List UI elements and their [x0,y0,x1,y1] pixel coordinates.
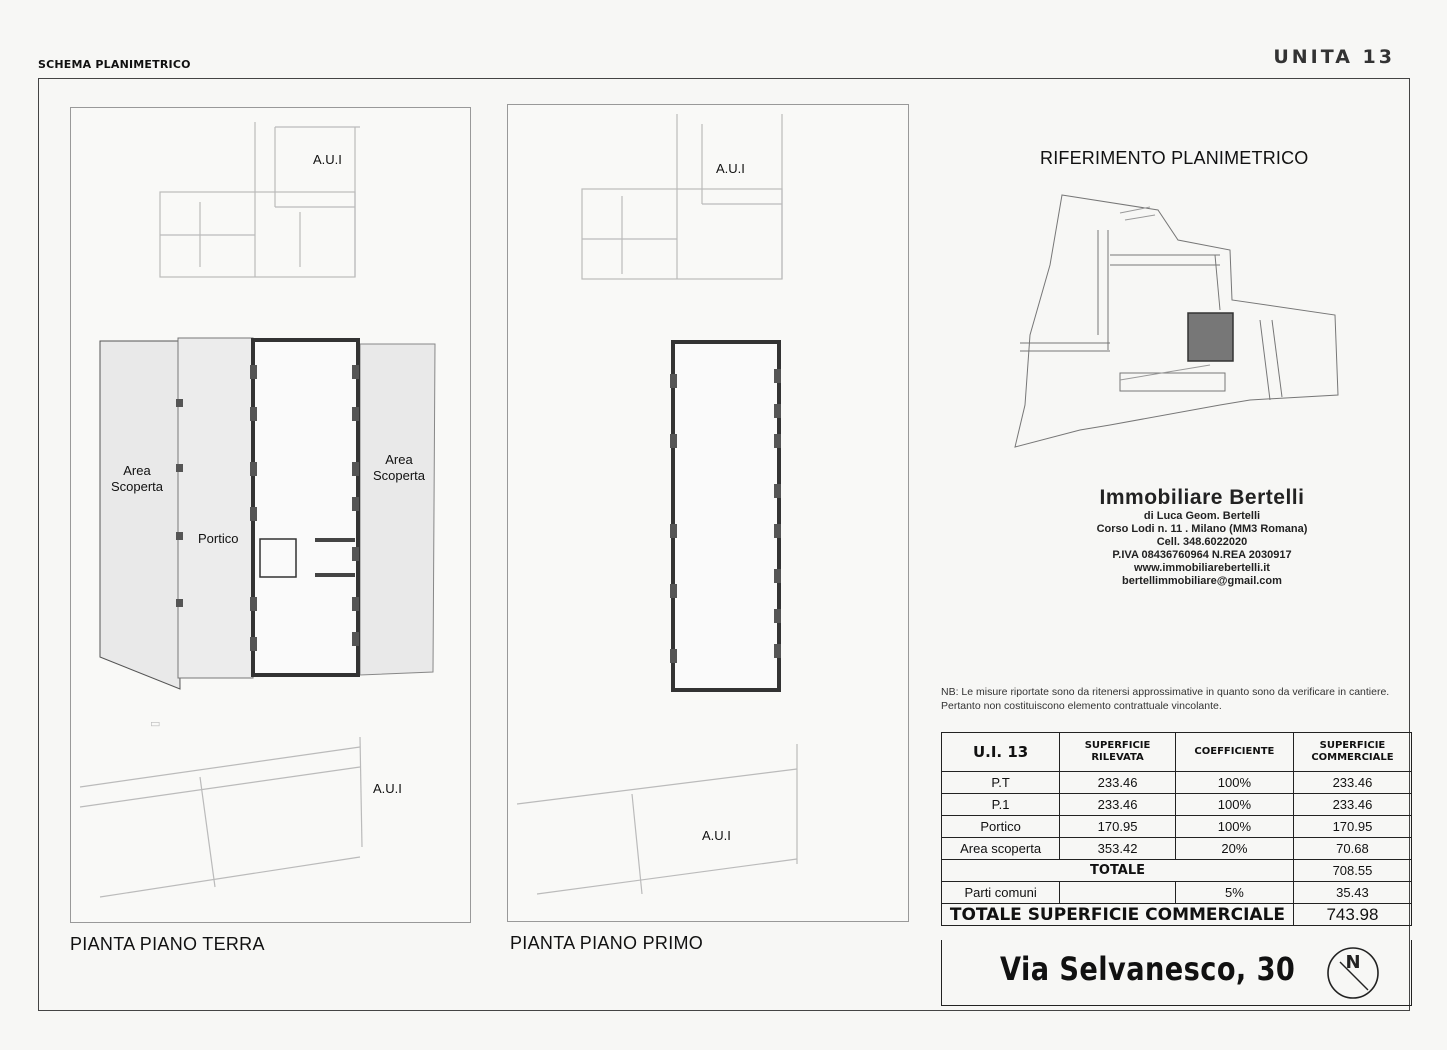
reference-title: RIFERIMENTO PLANIMETRICO [1040,148,1309,168]
parti-row [942,882,1412,904]
first-aui-bottom-label: A.U.I [702,828,731,843]
first-floor-caption: PIANTA PIANO PRIMO [510,933,704,953]
ground-floor-caption: PIANTA PIANO TERRA [70,934,265,954]
parti-empty [1060,882,1176,904]
north-label: N [1345,952,1361,973]
company-line: Cell. 348.6022020 [1156,536,1248,548]
row-name: Area scoperta [942,838,1060,860]
row-name: P.T [942,772,1060,794]
address: Via Selvanesco, 30 [1000,950,1296,988]
company-line: P.IVA 08436760964 N.REA 2030917 [1112,549,1292,561]
row-coeff: 100% [1175,772,1293,794]
row-commerciale: 70.68 [1293,838,1411,860]
header-title: SCHEMA PLANIMETRICO [38,58,191,71]
row-coeff: 20% [1175,838,1293,860]
row-commerciale: 233.46 [1293,772,1411,794]
ground-portico-label: Portico [198,531,239,546]
first-aui-top-label: A.U.I [716,161,745,176]
grand-total-value: 743.98 [1293,904,1411,926]
svg-text:▭: ▭ [150,717,161,730]
ground-aui-top-label: A.U.I [313,152,342,167]
row-name: P.1 [942,794,1060,816]
unit-title: UNITA 13 [1273,46,1395,68]
site-reference-map [1010,185,1340,450]
totale-label: TOTALE [1060,860,1176,882]
totale-empty [942,860,1060,882]
header-unit: U.I. 13 [942,733,1060,772]
ground-aui-bottom-label: A.U.I [373,781,402,796]
row-name: Portico [942,816,1060,838]
header-rilevata: SUPERFICIE RILEVATA [1060,733,1176,772]
row-rilevata: 353.42 [1060,838,1176,860]
row-rilevata: 233.46 [1060,772,1176,794]
north-arrow-icon [1326,946,1380,1000]
disclaimer-note: NB: Le misure riportate sono da ritenersi approssimative in quanto sono da verificare in cantiere. Pertanto non costituiscono elemento contrattuale vincolante. [941,686,1390,712]
grand-total-label: TOTALE SUPERFICIE COMMERCIALE [942,904,1294,926]
row-commerciale: 170.95 [1293,816,1411,838]
company-block [1040,486,1364,588]
first-floor-plan [507,104,909,922]
totale-row [942,860,1412,882]
ground-area-left-label: Area Scoperta [110,463,164,494]
surface-table [941,732,1412,926]
company-name: Immobiliare Bertelli [1099,486,1305,509]
row-commerciale: 233.46 [1293,794,1411,816]
parti-name: Parti comuni [942,882,1060,904]
row-rilevata: 170.95 [1060,816,1176,838]
parti-coeff: 5% [1175,882,1293,904]
company-email[interactable]: bertellimmobiliare@gmail.com [1122,575,1282,587]
company-website[interactable]: www.immobiliarebertelli.it [1134,562,1270,574]
totale-empty-2 [1175,860,1293,882]
ground-floor-plan [70,107,471,923]
company-line: Corso Lodi n. 11 . Milano (MM3 Romana) [1096,523,1308,535]
company-line: di Luca Geom. Bertelli [1143,510,1261,522]
table-row [942,816,1412,838]
grand-total-row [942,904,1412,926]
header-coeff: COEFFICIENTE [1175,733,1293,772]
header-commerciale: SUPERFICIE COMMERCIALE [1293,733,1411,772]
row-coeff: 100% [1175,794,1293,816]
row-coeff: 100% [1175,816,1293,838]
table-header-row [942,733,1412,772]
parti-value: 35.43 [1293,882,1411,904]
table-row [942,794,1412,816]
totale-value: 708.55 [1293,860,1411,882]
ground-area-right-label: Area Scoperta [372,452,426,483]
table-row [942,838,1412,860]
row-rilevata: 233.46 [1060,794,1176,816]
table-row [942,772,1412,794]
